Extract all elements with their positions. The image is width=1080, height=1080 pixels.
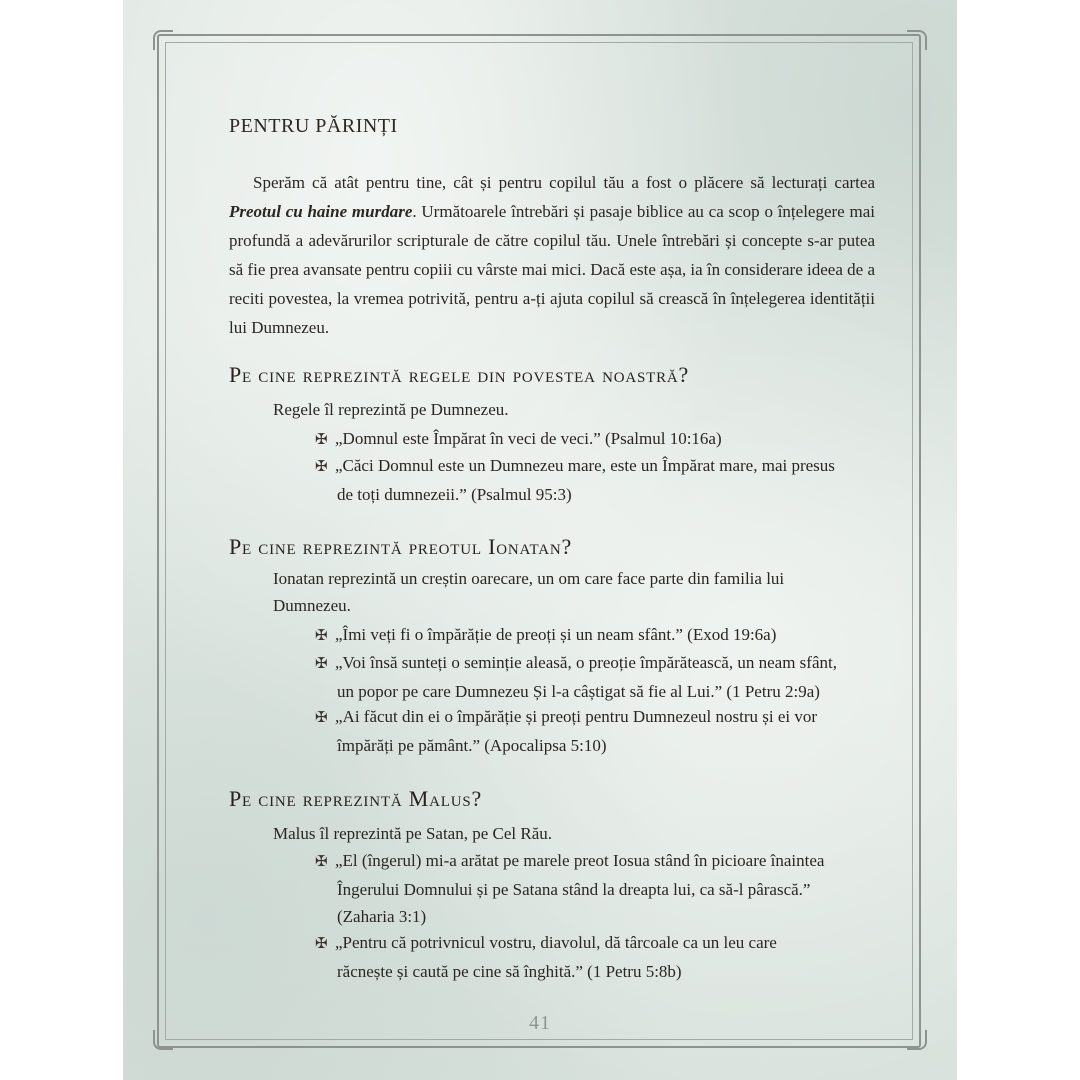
verse-item	[317, 649, 877, 705]
section-title: PENTRU PĂRINȚI	[229, 115, 398, 137]
verse-line: „Voi însă sunteți o seminție aleasă, o preoție împărătească, un neam sfânt,	[335, 653, 837, 672]
verse-line: (Zaharia 3:1)	[337, 907, 427, 926]
verse-line: împărăți pe pământ.” (Apocalipsa 5:10)	[337, 736, 607, 755]
verse-line: „Domnul este Împărat în veci de veci.” (Psalmul 10:16a)	[335, 429, 722, 448]
page-number: 41	[529, 1012, 551, 1034]
verse-line: un popor pe care Dumnezeu Și l-a câștigat să fie al Lui.” (1 Petru 2:9a)	[337, 682, 820, 701]
cross-bullet-icon: ✠	[315, 854, 328, 870]
verse-line: de toți dumnezeii.” (Psalmul 95:3)	[337, 485, 572, 504]
cross-bullet-icon: ✠	[315, 459, 328, 475]
book-title: Preotul cu haine murdare	[229, 202, 413, 221]
cross-bullet-icon: ✠	[315, 432, 328, 448]
intro-text-1: Sperăm că atât pentru tine, cât și pentru copilul tău a fost o plăcere să lecturați cartea	[253, 173, 875, 192]
cross-bullet-icon: ✠	[315, 936, 328, 952]
question-heading: Pe cine reprezintă regele din povestea noastră?	[229, 362, 690, 387]
intro-paragraph	[229, 168, 875, 342]
intro-text-2: . Următoarele întrebări și pasaje biblice au ca scop o înțelegere mai profundă a adevărurilor scripturale de către copilul tău. Unele întrebări și concepte s-ar putea să fie prea avansate pentru copiii cu vârste mai mici. Dacă este așa, ia în considerare ideea de a reciti povestea, la vremea potrivită, pentru a-ți ajuta copilul să crească în înțelegerea identității lui Dumnezeu.	[229, 202, 875, 337]
answer-line: Ionatan reprezintă un creștin oarecare, un om care face parte din familia lui	[273, 569, 785, 588]
answer-text: Malus îl reprezintă pe Satan, pe Cel Rău.	[273, 824, 552, 843]
verse-line: „El (îngerul) mi-a arătat pe marele preot Iosua stând în picioare înaintea	[335, 851, 825, 870]
verse-item	[317, 452, 877, 508]
corner-ornament	[907, 30, 927, 50]
cross-bullet-icon: ✠	[315, 656, 328, 672]
question-heading: Pe cine reprezintă preotul Ionatan?	[229, 534, 573, 559]
verse-item	[317, 929, 877, 985]
verse-item	[317, 847, 877, 930]
verse-line: răcnește și caută pe cine să înghită.” (1 Petru 5:8b)	[337, 962, 682, 981]
cross-bullet-icon: ✠	[315, 710, 328, 726]
verse-item	[317, 425, 877, 454]
corner-ornament	[153, 30, 173, 50]
book-page	[123, 0, 957, 1080]
verse-line: „Căci Domnul este un Dumnezeu mare, este un Împărat mare, mai presus	[335, 456, 835, 475]
verse-line: „Ai făcut din ei o împărăție și preoți pentru Dumnezeul nostru și ei vor	[335, 707, 818, 726]
cross-bullet-icon: ✠	[315, 628, 328, 644]
answer-text: Regele îl reprezintă pe Dumnezeu.	[273, 400, 509, 419]
answer-line: Dumnezeu.	[273, 596, 351, 615]
verse-line: „Pentru că potrivnicul vostru, diavolul, dă târcoale ca un leu care	[335, 933, 777, 952]
verse-line: „Îmi veți fi o împărăție de preoți și un neam sfânt.” (Exod 19:6a)	[335, 625, 777, 644]
question-heading: Pe cine reprezintă Malus?	[229, 786, 483, 811]
verse-item	[317, 703, 877, 759]
verse-item	[317, 621, 877, 650]
answer-text	[273, 565, 875, 619]
verse-line: Îngerului Domnului și pe Satana stând la dreapta lui, ca să-l pârască.”	[337, 880, 811, 899]
